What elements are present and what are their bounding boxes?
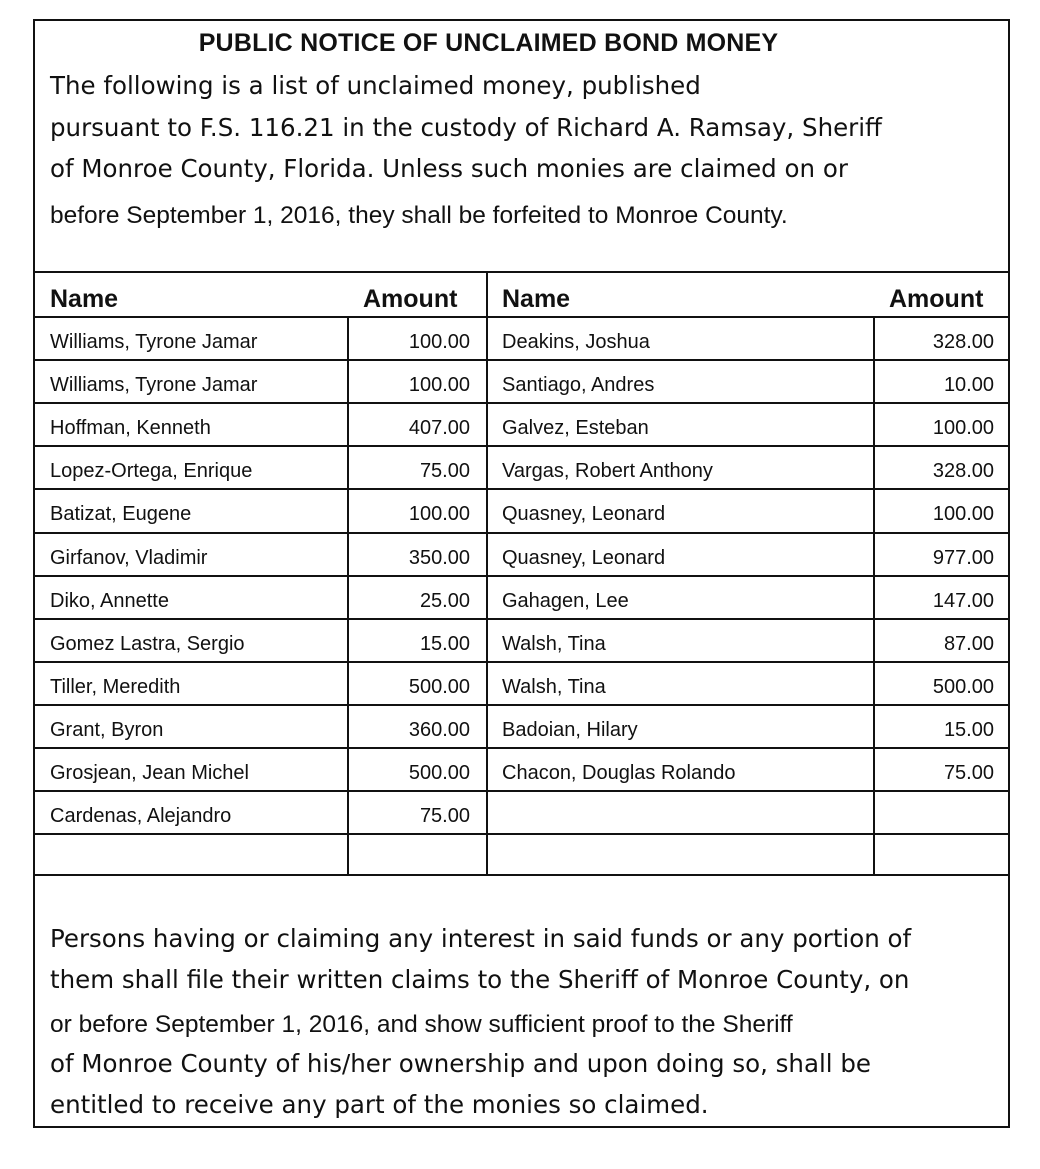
right-amount-cell: 328.00 xyxy=(932,331,994,353)
right-amount-cell: 500.00 xyxy=(932,676,994,698)
left-amount-cell: 500.00 xyxy=(408,762,470,784)
notice-title xyxy=(35,29,1008,58)
right-name-cell: Deakins, Joshua xyxy=(502,331,650,353)
right-name-cell: Santiago, Andres xyxy=(502,374,655,396)
right-amount-cell: 977.00 xyxy=(932,547,994,569)
right-amount-cell: 15.00 xyxy=(943,719,994,741)
right-amount-cell: 87.00 xyxy=(943,633,994,655)
right-amount-cell: 147.00 xyxy=(932,590,994,612)
footer-line-1: Persons having or claiming any interest in said funds or any portion of xyxy=(50,924,912,953)
row-divider xyxy=(35,704,1010,706)
left-name-cell: Williams, Tyrone Jamar xyxy=(50,374,258,396)
left-amount-cell: 100.00 xyxy=(408,374,470,396)
intro-line-4: before September 1, 2016, they shall be forfeited to Monroe County. xyxy=(50,202,788,229)
left-name-cell: Gomez Lastra, Sergio xyxy=(50,633,245,655)
notice-box xyxy=(33,19,1010,1128)
footer-line-4: of Monroe County of his/her ownership and upon doing so, shall be xyxy=(50,1049,871,1078)
right-amount-cell: 10.00 xyxy=(943,374,994,396)
right-name-cell: Walsh, Tina xyxy=(502,676,606,698)
left-amount-cell: 15.00 xyxy=(419,633,470,655)
left-amount-cell: 25.00 xyxy=(419,590,470,612)
left-name-cell: Hoffman, Kenneth xyxy=(50,417,211,439)
row-divider xyxy=(35,402,1010,404)
right-amount-cell: 100.00 xyxy=(932,417,994,439)
row-divider xyxy=(35,575,1010,577)
right-name-cell: Quasney, Leonard xyxy=(502,547,666,569)
left-amount-cell: 75.00 xyxy=(419,460,470,482)
intro-section xyxy=(35,21,1008,273)
left-amount-cell: 100.00 xyxy=(408,331,470,353)
right-amount-cell: 328.00 xyxy=(932,460,994,482)
header-left-name: Name xyxy=(50,285,119,313)
row-divider xyxy=(35,661,1010,663)
right-name-cell: Badoian, Hilary xyxy=(502,719,638,741)
notice-title-text: PUBLIC NOTICE OF UNCLAIMED BOND MONEY xyxy=(198,29,779,57)
left-amount-cell: 500.00 xyxy=(408,676,470,698)
unclaimed-table xyxy=(35,273,1008,876)
header-right-name: Name xyxy=(502,285,571,313)
footer-line-5: entitled to receive any part of the monies so claimed. xyxy=(50,1090,709,1119)
left-name-cell: Williams, Tyrone Jamar xyxy=(50,331,258,353)
header-right-amount: Amount xyxy=(889,285,984,313)
row-divider xyxy=(35,833,1010,835)
right-name-cell: Galvez, Esteban xyxy=(502,417,649,439)
left-amount-cell: 407.00 xyxy=(408,417,470,439)
row-divider xyxy=(35,359,1010,361)
left-amount-cell: 75.00 xyxy=(419,805,470,827)
left-name-cell: Tiller, Meredith xyxy=(50,676,181,698)
left-name-cell: Cardenas, Alejandro xyxy=(50,805,232,827)
right-name-cell: Quasney, Leonard xyxy=(502,503,666,525)
footer-line-3: or before September 1, 2016, and show sufficient proof to the Sheriff xyxy=(50,1011,793,1038)
left-name-cell: Girfanov, Vladimir xyxy=(50,547,208,569)
right-amount-cell: 75.00 xyxy=(943,762,994,784)
left-name-cell: Grant, Byron xyxy=(50,719,164,741)
intro-line-1: The following is a list of unclaimed money, published xyxy=(50,71,701,100)
header-left-amount: Amount xyxy=(363,285,458,313)
intro-line-2: pursuant to F.S. 116.21 in the custody of Richard A. Ramsay, Sheriff xyxy=(50,113,882,142)
right-amount-cell: 100.00 xyxy=(932,503,994,525)
left-name-cell: Diko, Annette xyxy=(50,590,169,612)
right-name-cell: Chacon, Douglas Rolando xyxy=(502,762,736,784)
left-amount-cell: 360.00 xyxy=(408,719,470,741)
intro-line-3: of Monroe County, Florida. Unless such monies are claimed on or xyxy=(50,154,848,183)
header-divider xyxy=(35,316,1010,318)
left-name-cell: Grosjean, Jean Michel xyxy=(50,762,249,784)
left-name-cell: Lopez-Ortega, Enrique xyxy=(50,460,253,482)
right-name-cell: Gahagen, Lee xyxy=(502,590,629,612)
row-divider xyxy=(35,488,1010,490)
right-name-cell: Walsh, Tina xyxy=(502,633,606,655)
left-name-cell: Batizat, Eugene xyxy=(50,503,192,525)
row-divider xyxy=(35,747,1010,749)
row-divider xyxy=(35,790,1010,792)
row-divider xyxy=(35,445,1010,447)
right-name-cell: Vargas, Robert Anthony xyxy=(502,460,713,482)
footer-line-2: them shall file their written claims to the Sheriff of Monroe County, on xyxy=(50,965,910,994)
column-divider-center xyxy=(486,273,488,874)
footer-section xyxy=(35,876,1008,1128)
row-divider xyxy=(35,618,1010,620)
left-amount-cell: 350.00 xyxy=(408,547,470,569)
row-divider xyxy=(35,532,1010,534)
left-amount-cell: 100.00 xyxy=(408,503,470,525)
